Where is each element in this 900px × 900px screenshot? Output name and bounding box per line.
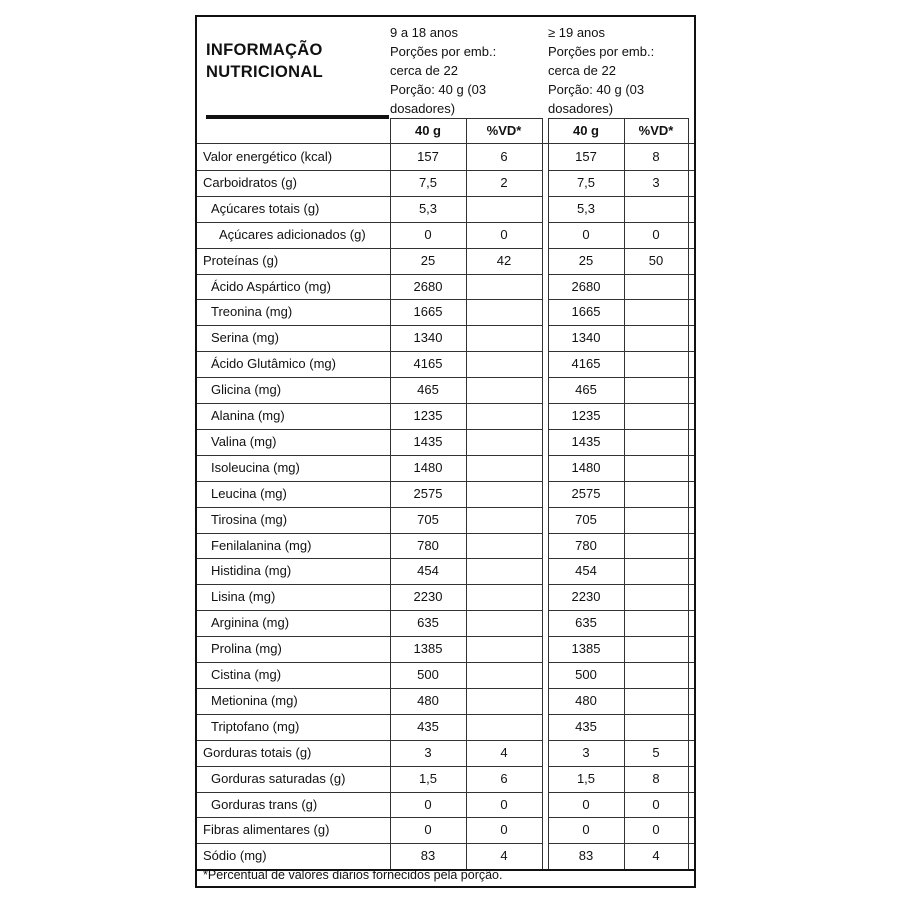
row-label: Isoleucina (mg) xyxy=(211,459,300,475)
row-label: Lisina (mg) xyxy=(211,589,276,605)
row-a-vd-value xyxy=(466,558,542,584)
row-b-vd-value xyxy=(624,507,688,533)
row-b-value: 1340 xyxy=(571,330,601,346)
row-label: Histidina (mg) xyxy=(211,563,292,579)
group-gap xyxy=(543,144,548,869)
row-label: Prolina (mg) xyxy=(211,641,282,657)
row-a-vd-value: 2 xyxy=(500,174,508,190)
row-b-vd-value xyxy=(624,610,688,636)
panel-title xyxy=(206,39,323,83)
column-divider xyxy=(624,118,625,869)
row-b-vd-value: 5 xyxy=(652,744,660,760)
row-a-value: 157 xyxy=(417,149,439,164)
row-a-vd-value: 0 xyxy=(500,226,508,242)
group-b-vd-header: %VD* xyxy=(638,123,674,138)
row-b-vd-value: 8 xyxy=(652,149,660,164)
row-b-vd-value xyxy=(624,584,688,610)
row-label: Ácido Glutâmico (mg) xyxy=(211,356,336,372)
row-a-value: 2230 xyxy=(413,589,443,605)
row-b-vd-value xyxy=(624,429,688,455)
column-divider xyxy=(688,118,689,869)
group-a-line: dosadores) xyxy=(390,101,456,116)
row-b-vd-value: 0 xyxy=(652,822,660,838)
row-a-vd-value xyxy=(466,481,542,507)
row-a-value: 465 xyxy=(417,382,439,398)
row-a-vd-value: 42 xyxy=(496,252,512,268)
row-label: Proteínas (g) xyxy=(203,252,279,268)
row-a-vd-value: 4 xyxy=(500,744,508,760)
row-a-value: 1235 xyxy=(413,408,443,423)
row-a-vd-value xyxy=(466,377,542,403)
row-b-value: 7,5 xyxy=(576,174,596,190)
row-b-value: 435 xyxy=(575,718,597,734)
row-a-value: 454 xyxy=(417,563,439,579)
row-a-value: 1385 xyxy=(413,641,443,657)
row-a-value: 780 xyxy=(417,537,439,553)
row-b-value: 83 xyxy=(578,848,594,864)
row-a-value: 1665 xyxy=(413,304,443,320)
group-b-amount-header: 40 g xyxy=(572,123,599,138)
row-a-value: 0 xyxy=(424,796,432,812)
row-a-value: 0 xyxy=(424,822,432,838)
row-label: Treonina (mg) xyxy=(211,304,293,320)
row-a-vd-value xyxy=(466,507,542,533)
row-a-vd-value xyxy=(466,274,542,300)
group-a-line: 9 a 18 anos xyxy=(390,25,458,40)
row-b-vd-value: 0 xyxy=(652,226,660,242)
row-b-value: 635 xyxy=(575,615,597,631)
row-b-value: 0 xyxy=(582,226,590,242)
row-b-vd-value xyxy=(624,299,688,325)
column-divider xyxy=(390,118,391,869)
row-label: Gorduras trans (g) xyxy=(211,796,318,812)
row-b-value: 0 xyxy=(582,796,590,812)
row-b-vd-value xyxy=(624,325,688,351)
row-b-vd-value xyxy=(624,377,688,403)
row-b-value: 500 xyxy=(575,667,597,682)
row-a-vd-value xyxy=(466,610,542,636)
row-b-vd-value xyxy=(624,636,688,662)
row-b-vd-value: 0 xyxy=(652,796,660,812)
row-label: Açúcares adicionados (g) xyxy=(219,226,366,242)
row-a-vd-value xyxy=(466,429,542,455)
row-a-vd-value xyxy=(466,196,542,222)
row-a-value: 480 xyxy=(417,692,439,708)
row-b-value: 5,3 xyxy=(576,200,596,216)
row-b-vd-value xyxy=(624,662,688,688)
row-b-value: 157 xyxy=(575,149,597,164)
row-a-vd-value: 0 xyxy=(500,796,508,812)
row-b-value: 3 xyxy=(582,744,590,760)
column-divider xyxy=(466,118,467,869)
title-line-1: INFORMAÇÃO xyxy=(206,41,323,59)
row-b-value: 1235 xyxy=(571,408,601,423)
row-b-value: 1,5 xyxy=(576,770,596,786)
row-a-value: 4165 xyxy=(413,356,443,372)
group-a-amount-header: 40 g xyxy=(414,123,441,138)
row-b-vd-value xyxy=(624,688,688,714)
footnote: *Percentual de valores diários fornecidos pela porção. xyxy=(203,868,503,882)
row-label: Triptofano (mg) xyxy=(211,718,300,734)
row-a-vd-value xyxy=(466,688,542,714)
row-label: Carboidratos (g) xyxy=(203,174,297,190)
row-label: Açúcares totais (g) xyxy=(211,200,320,216)
row-a-value: 2680 xyxy=(413,278,443,294)
row-b-vd-value xyxy=(624,714,688,740)
row-a-value: 3 xyxy=(424,744,432,760)
row-a-value: 1,5 xyxy=(418,770,438,786)
row-a-vd-value: 6 xyxy=(500,770,508,786)
row-label: Alanina (mg) xyxy=(211,408,285,423)
row-a-vd-value xyxy=(466,584,542,610)
row-a-value: 635 xyxy=(417,615,439,631)
row-a-value: 500 xyxy=(417,667,439,682)
row-a-vd-value xyxy=(466,351,542,377)
row-a-vd-value xyxy=(466,325,542,351)
group-a-line: Porções por emb.: xyxy=(390,44,497,59)
row-b-vd-value xyxy=(624,403,688,429)
row-label: Gorduras saturadas (g) xyxy=(211,770,346,786)
row-b-value: 780 xyxy=(575,537,597,553)
row-label: Cistina (mg) xyxy=(211,667,282,682)
row-a-value: 435 xyxy=(417,718,439,734)
row-label: Gorduras totais (g) xyxy=(203,744,312,760)
row-b-vd-value: 3 xyxy=(652,174,660,190)
row-a-vd-value xyxy=(466,455,542,481)
group-b-line: Porção: 40 g (03 xyxy=(548,82,645,97)
row-a-value: 2575 xyxy=(413,485,443,501)
group-b-serving-info xyxy=(548,23,688,118)
row-a-value: 705 xyxy=(417,511,439,527)
row-b-value: 2680 xyxy=(571,278,601,294)
header-top-line xyxy=(548,118,688,119)
row-a-vd-value xyxy=(466,299,542,325)
row-a-value: 83 xyxy=(420,848,436,864)
row-a-value: 1435 xyxy=(413,433,443,449)
row-b-value: 480 xyxy=(575,692,597,708)
row-label: Tirosina (mg) xyxy=(211,511,288,527)
row-label: Arginina (mg) xyxy=(211,615,290,631)
row-b-vd-value xyxy=(624,351,688,377)
row-b-value: 4165 xyxy=(571,356,601,372)
row-b-value: 454 xyxy=(575,563,597,579)
row-label: Metionina (mg) xyxy=(211,692,298,708)
row-label: Ácido Aspártico (mg) xyxy=(211,278,331,294)
group-b-line: dosadores) xyxy=(548,101,614,116)
title-line-2: NUTRICIONAL xyxy=(206,63,323,81)
row-a-vd-value: 4 xyxy=(500,848,508,864)
column-divider xyxy=(548,118,549,869)
group-b-line: ≥ 19 anos xyxy=(548,25,606,40)
row-b-vd-value: 50 xyxy=(648,252,664,268)
row-a-value: 0 xyxy=(424,226,432,242)
row-a-value: 5,3 xyxy=(418,200,438,216)
row-a-value: 7,5 xyxy=(418,174,438,190)
row-a-vd-value xyxy=(466,636,542,662)
row-label: Glicina (mg) xyxy=(211,382,282,398)
row-b-value: 465 xyxy=(575,382,597,398)
group-a-line: Porção: 40 g (03 xyxy=(390,82,487,97)
row-label: Fenilalanina (mg) xyxy=(211,537,312,553)
row-b-vd-value xyxy=(624,455,688,481)
row-a-value: 1480 xyxy=(413,459,443,475)
row-b-vd-value: 4 xyxy=(652,848,660,864)
row-b-value: 1665 xyxy=(571,304,601,320)
group-a-line: cerca de 22 xyxy=(390,63,458,78)
row-b-value: 0 xyxy=(582,822,590,838)
group-a-serving-info xyxy=(390,23,540,118)
row-b-vd-value xyxy=(624,558,688,584)
row-label: Leucina (mg) xyxy=(211,485,287,501)
row-b-value: 2230 xyxy=(571,589,601,605)
row-label: Valina (mg) xyxy=(211,433,277,449)
row-b-vd-value xyxy=(624,274,688,300)
row-label: Valor energético (kcal) xyxy=(203,149,333,164)
row-b-vd-value xyxy=(624,196,688,222)
group-a-vd-header: %VD* xyxy=(486,123,522,138)
nutrition-facts-panel xyxy=(195,15,696,888)
row-a-vd-value: 6 xyxy=(500,149,508,164)
row-b-value: 2575 xyxy=(571,485,601,501)
row-label: Sódio (mg) xyxy=(203,848,267,864)
row-a-vd-value xyxy=(466,662,542,688)
row-label: Serina (mg) xyxy=(211,330,279,346)
row-b-value: 1385 xyxy=(571,641,601,657)
row-b-vd-value xyxy=(624,533,688,559)
row-a-vd-value xyxy=(466,403,542,429)
row-b-value: 25 xyxy=(578,252,594,268)
row-b-value: 705 xyxy=(575,511,597,527)
row-b-value: 1480 xyxy=(571,459,601,475)
row-b-value: 1435 xyxy=(571,433,601,449)
group-b-line: cerca de 22 xyxy=(548,63,616,78)
row-b-vd-value xyxy=(624,481,688,507)
row-a-value: 25 xyxy=(420,252,436,268)
row-label: Fibras alimentares (g) xyxy=(203,822,330,838)
group-b-line: Porções por emb.: xyxy=(548,44,655,59)
row-a-vd-value: 0 xyxy=(500,822,508,838)
row-a-vd-value xyxy=(466,533,542,559)
row-a-vd-value xyxy=(466,714,542,740)
row-a-value: 1340 xyxy=(413,330,443,346)
row-b-vd-value: 8 xyxy=(652,770,660,786)
title-rule xyxy=(206,115,389,119)
